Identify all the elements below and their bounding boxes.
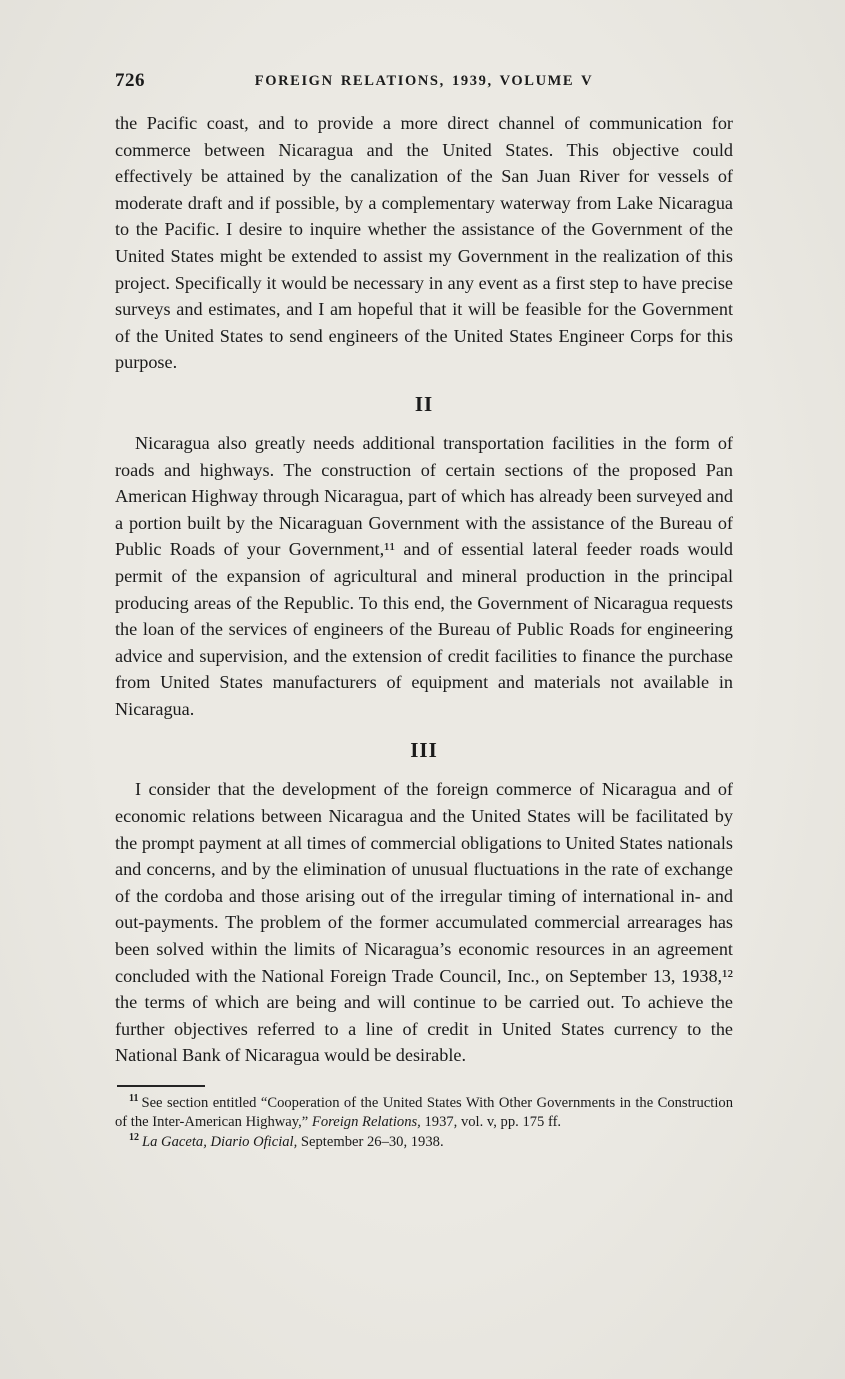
footnote-12-marker: 12 [129,1131,139,1143]
page-header [115,70,733,94]
footnote-11-citation: Foreign Relations, [311,1114,421,1131]
section-heading-ii: II [414,391,434,416]
footnote-12 [115,1133,733,1152]
footnote-11-text: See section entitled “Cooperation of the United States With Other Governments in the Construction of the Inter-American Highway,” [115,1095,733,1131]
footnote-11 [115,1094,733,1133]
running-head-title: FOREIGN RELATIONS, 1939, VOLUME V [254,73,594,89]
paragraph-foreign-commerce: I consider that the development of the foreign commerce of Nicaragua and of economic relations between Nicaragua and the United States will be facilitated by the prompt payment at all times of commercial obligations to United States nationals and concerns, and by the elimination of unusual fluctuations in the rate of exchange of the cordoba and those arising out of the irregular timing of international in- and out-payments. The problem of the former accumulated commercial arrearages has been solved within the limits of Nicaragua’s economic resources in an agreement concluded with the National Foreign Trade Council, Inc., on September 13, 1938,¹² the terms of which are being and will continue to be carried out. To achieve the further objectives referred to a line of credit in United States currency to the National Bank of Nicaragua would be desirable. [115,779,733,1066]
footnote-12-citation: La Gaceta, Diario Oficial, [142,1133,298,1150]
footnotes-block [115,1094,733,1152]
footnote-11-text-end: 1937, vol. v, pp. 175 ff. [420,1114,562,1131]
paragraph-canal-project: the Pacific coast, and to provide a more direct channel of communication for commerce between Nicaragua and the United States. This objective could effectively be attained by the canalization of the San Juan River for vessels of moderate draft and if possible, by a complementary waterway from Lake Nicaragua to the Pacific. I desire to inquire whether the assistance of the Government of the United States might be extended to assist my Government in the realization of this project. Specifically it would be necessary in any event as a first step to have precise surveys and estimates, and I am hopeful that it will be feasible for the Government of the United States to send engineers of the United States Engineer Corps for this purpose. [115,113,733,373]
page-number: 726 [115,70,145,91]
paragraph-roads-highways: Nicaragua also greatly needs additional transportation facilities in the form of roads and highways. The construction of certain sections of the proposed Pan American Highway through Nicaragua, part of which has already been surveyed and a portion built by the Nicaraguan Government with the assistance of the Bureau of Public Roads of your Government,¹¹ and of essential lateral feeder roads would permit of the expansion of agricultural and mineral production in the principal producing areas of the Republic. To this end, the Government of Nicaragua requests the loan of the services of engineers of the Bureau of Public Roads for engineering advice and supervision, and the extension of credit facilities to finance the purchase from United States manufacturers of equipment and materials not available in Nicaragua. [115,432,733,719]
footnote-12-text-end: September 26–30, 1938. [297,1133,444,1150]
letter-body [115,110,733,1152]
footnote-11-marker: 11 [129,1093,139,1105]
section-heading-iii: III [410,738,438,763]
footnote-divider [117,1085,205,1087]
